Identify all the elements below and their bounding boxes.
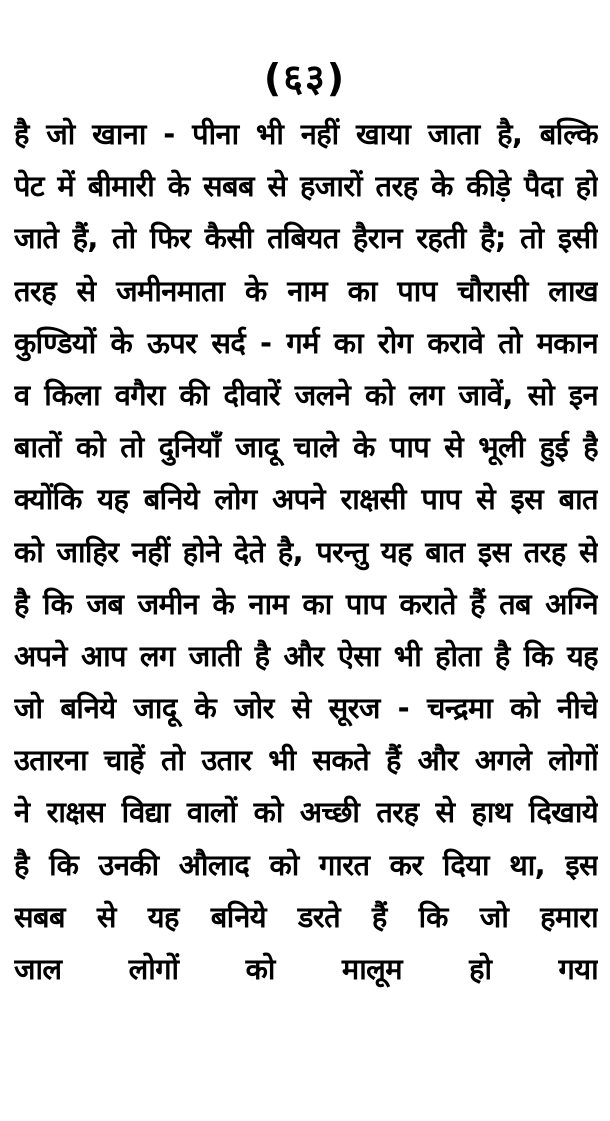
text-line: कुण्डियों के ऊपर सर्द - गर्म का रोग करावे तो मकान xyxy=(14,325,598,360)
text-line: सबब से यह बनिये डरते हैं कि जो हमारा xyxy=(14,899,598,934)
text-line: है जो खाना - पीना भी नहीं खाया जाता है, बल्कि xyxy=(14,117,598,151)
text-line: जाल लोगों को मालूम हो गया xyxy=(14,952,598,986)
text-line: जाते हैं, तो फिर कैसी तबियत हैरान रहती है; तो इसी xyxy=(14,221,598,256)
text-line: को जाहिर नहीं होने देते है, परन्तु यह बात इस तरह से xyxy=(14,534,598,569)
body-text xyxy=(14,108,598,995)
text-line: है कि जब जमीन के नाम का पाप कराते हैं तब अग्नि xyxy=(14,586,598,621)
page-number: (६३) xyxy=(263,56,347,100)
text-line: क्योंकि यह बनिये लोग अपने राक्षसी पाप से इस बात xyxy=(14,482,598,517)
text-line: ने राक्षस विद्या वालों को अच्छी तरह से हाथ दिखाये xyxy=(14,795,598,830)
text-line: उतारना चाहें तो उतार भी सकते हैं और अगले लोगों xyxy=(14,743,598,778)
text-line: है कि उनकी औलाद को गारत कर दिया था, इस xyxy=(14,847,598,882)
text-line: तरह से जमीनमाता के नाम का पाप चौरासी लाख xyxy=(14,273,598,308)
text-line: बातों को तो दुनियाँ जादू चाले के पाप से भूली हुई है xyxy=(14,430,598,465)
text-line: व किला वगैरा की दीवारें जलने को लग जावें, सो इन xyxy=(14,377,598,412)
text-line: अपने आप लग जाती है और ऐसा भी होता है कि यह xyxy=(14,638,598,673)
text-line: जो बनिये जादू के जोर से सूरज - चन्द्रमा को नीचे xyxy=(14,691,598,726)
text-line: पेट में बीमारी के सबब से हजारों तरह के कीड़े पैदा हो xyxy=(14,169,598,204)
